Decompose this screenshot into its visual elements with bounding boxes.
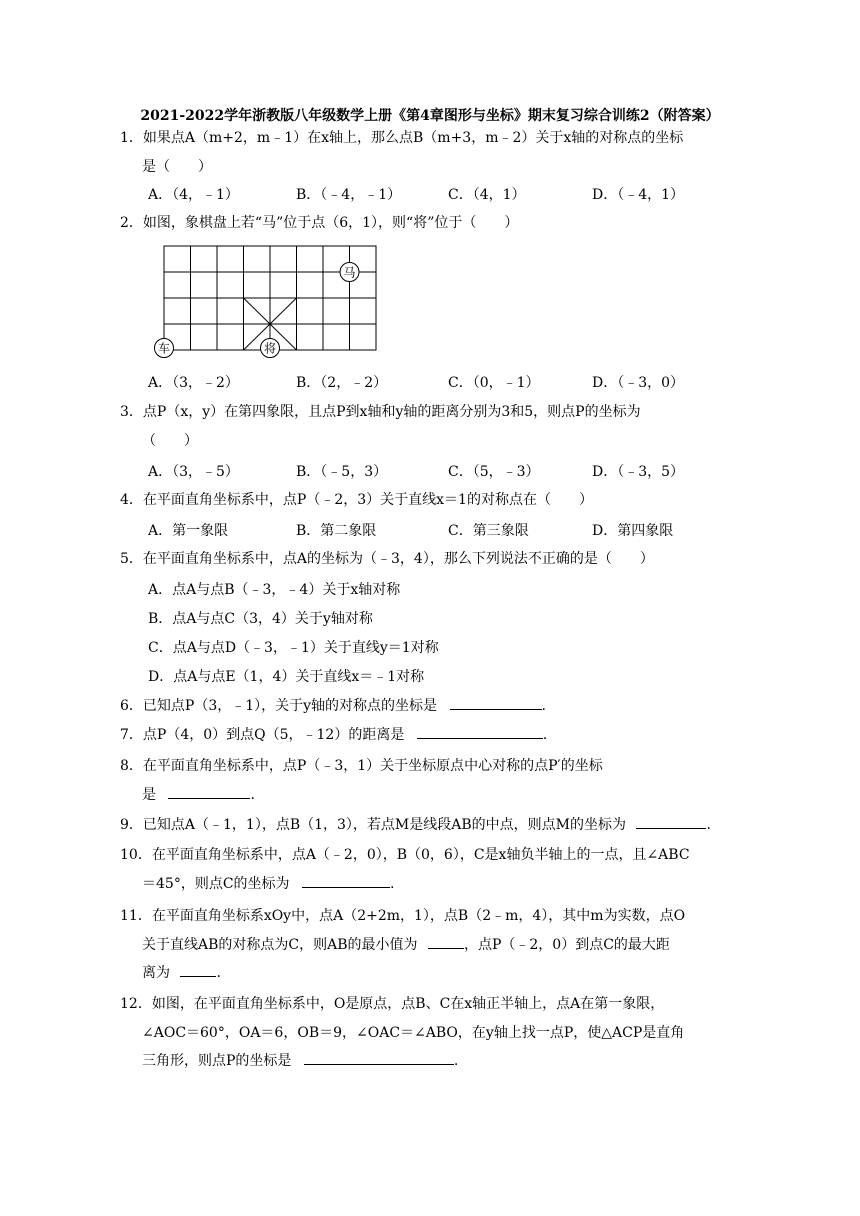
option-d[interactable]: D．（﹣4，1） <box>592 187 685 203</box>
question-10 <box>120 841 740 898</box>
answer-blank[interactable] <box>417 722 543 739</box>
question-11-line2b: ，点P（﹣2，0）到点C的最大距 <box>463 936 670 953</box>
question-2-text: 2．如图，象棋盘上若“马”位于点（6，1），则“将”位于（ ） <box>120 215 519 231</box>
question-11-line3: 离为 <box>142 965 170 981</box>
question-3-cont: （ ） <box>142 432 198 449</box>
option-c[interactable]: C．点A与点D（﹣3，﹣1）关于直线y＝1对称 <box>148 640 439 656</box>
question-2-options <box>148 372 728 394</box>
option-d[interactable]: D．点A与点E（1，4）关于直线x＝﹣1对称 <box>148 669 425 685</box>
answer-blank[interactable] <box>304 1048 454 1065</box>
piece-ma-label: 马 <box>343 265 356 280</box>
question-12 <box>120 990 740 1076</box>
question-7-text: 7．点P（4，0）到点Q（5，﹣12）的距离是 <box>120 727 405 743</box>
period: . <box>542 727 548 743</box>
option-d[interactable]: D．第四象限 <box>592 523 674 539</box>
question-11 <box>120 902 740 988</box>
question-10-cont: ＝45°，则点C的坐标为 <box>142 875 290 892</box>
question-12-line3: 三角形，则点P的坐标是 <box>142 1053 292 1069</box>
option-a[interactable]: A．第一象限 <box>148 523 229 539</box>
question-9-text: 9．已知点A（﹣1，1），点B（1，3），若点M是线段AB的中点，则点M的坐标为 <box>120 817 627 833</box>
option-c[interactable]: C．（5，﹣3） <box>448 464 540 480</box>
option-a[interactable]: A．（3，﹣2） <box>148 375 239 391</box>
piece-ma <box>340 263 359 282</box>
answer-blank[interactable] <box>168 782 250 799</box>
question-6 <box>120 692 740 721</box>
option-c[interactable]: C．第三象限 <box>448 523 529 539</box>
period: . <box>706 817 711 833</box>
answer-blank-1[interactable] <box>428 932 464 949</box>
option-a[interactable]: A．点A与点B（﹣3，﹣4）关于x轴对称 <box>148 582 401 598</box>
question-12-text: 12．如图，在平面直角坐标系中，O是原点，点B、C在x轴正半轴上，点A在第一象限， <box>120 996 665 1012</box>
question-4 <box>120 486 740 515</box>
question-5-text: 5．在平面直角坐标系中，点A的坐标为（﹣3，4），那么下列说法不正确的是（ ） <box>120 551 654 567</box>
piece-che <box>155 339 174 358</box>
period: . <box>216 965 221 981</box>
question-3 <box>120 398 740 455</box>
piece-che-label: 车 <box>157 341 171 356</box>
question-9 <box>120 811 740 840</box>
question-8-cont: 是 <box>142 786 156 803</box>
piece-jiang-label: 将 <box>263 341 277 356</box>
question-1-options <box>148 184 728 206</box>
answer-blank[interactable] <box>302 871 390 888</box>
question-10-text: 10．在平面直角坐标系中，点A（﹣2，0），B（0，6），C是x轴负半轴上的一点，且∠ABC <box>120 847 690 863</box>
piece-jiang <box>261 339 280 358</box>
option-b[interactable]: B．（﹣4，﹣1） <box>296 187 402 203</box>
question-4-text: 4．在平面直角坐标系中，点P（﹣2，3）关于直线x＝1的对称点在（ ） <box>120 492 593 508</box>
question-3-text: 3．点P（x，y）在第四象限，且点P到x轴和y轴的距离分别为3和5，则点P的坐标为 <box>120 404 641 420</box>
option-d[interactable]: D．（﹣3，5） <box>592 464 685 480</box>
question-7 <box>120 721 740 750</box>
question-12-line2: ∠AOC＝60°，OA＝6，OB＝9，∠OAC＝∠ABO，在y轴上找一点P，使△ACP是直角 <box>142 1024 685 1041</box>
question-11-text: 11．在平面直角坐标系xOy中，点A（2+2m，1），点B（2﹣m，4），其中m为实数，点O <box>120 908 686 924</box>
option-b[interactable]: B．（2，﹣2） <box>296 375 388 391</box>
answer-blank-2[interactable] <box>180 960 216 977</box>
period: . <box>453 1053 459 1069</box>
question-1-text: 1．如果点A（m+2，m﹣1）在x轴上，那么点B（m+3，m﹣2）关于x轴的对称点的坐标 <box>120 130 684 146</box>
document-title: 2021-2022学年浙教版八年级数学上册《第4章图形与坐标》期末复习综合训练2（附答案） <box>140 108 720 124</box>
question-2 <box>120 209 740 238</box>
option-b[interactable]: B．（﹣5，3） <box>296 464 388 480</box>
question-1 <box>120 124 740 181</box>
answer-blank[interactable] <box>450 693 542 710</box>
question-3-options <box>148 461 728 483</box>
answer-blank[interactable] <box>636 812 706 829</box>
question-8 <box>120 752 740 809</box>
question-11-line2a: 关于直线AB的对称点为C，则AB的最小值为 <box>142 936 418 953</box>
period: . <box>389 875 395 892</box>
question-5 <box>120 545 740 574</box>
chessboard-figure <box>148 242 380 362</box>
option-c[interactable]: C．（0，﹣1） <box>448 375 540 391</box>
option-a[interactable]: A．（3，﹣5） <box>148 464 239 480</box>
question-8-text: 8．在平面直角坐标系中，点P（﹣3，1）关于坐标原点中心对称的点P′的坐标 <box>120 758 603 774</box>
period: . <box>541 698 546 714</box>
option-b[interactable]: B．点A与点C（3，4）关于y轴对称 <box>148 611 373 627</box>
question-6-text: 6．已知点P（3，﹣1），关于y轴的对称点的坐标是 <box>120 698 438 714</box>
question-4-options <box>148 520 728 542</box>
period: . <box>250 786 255 803</box>
option-d[interactable]: D．（﹣3，0） <box>592 375 685 391</box>
option-a[interactable]: A．（4，﹣1） <box>148 187 239 203</box>
question-1-cont: 是（ ） <box>142 158 212 175</box>
option-b[interactable]: B．第二象限 <box>296 523 377 539</box>
option-c[interactable]: C．（4，1） <box>448 187 526 203</box>
